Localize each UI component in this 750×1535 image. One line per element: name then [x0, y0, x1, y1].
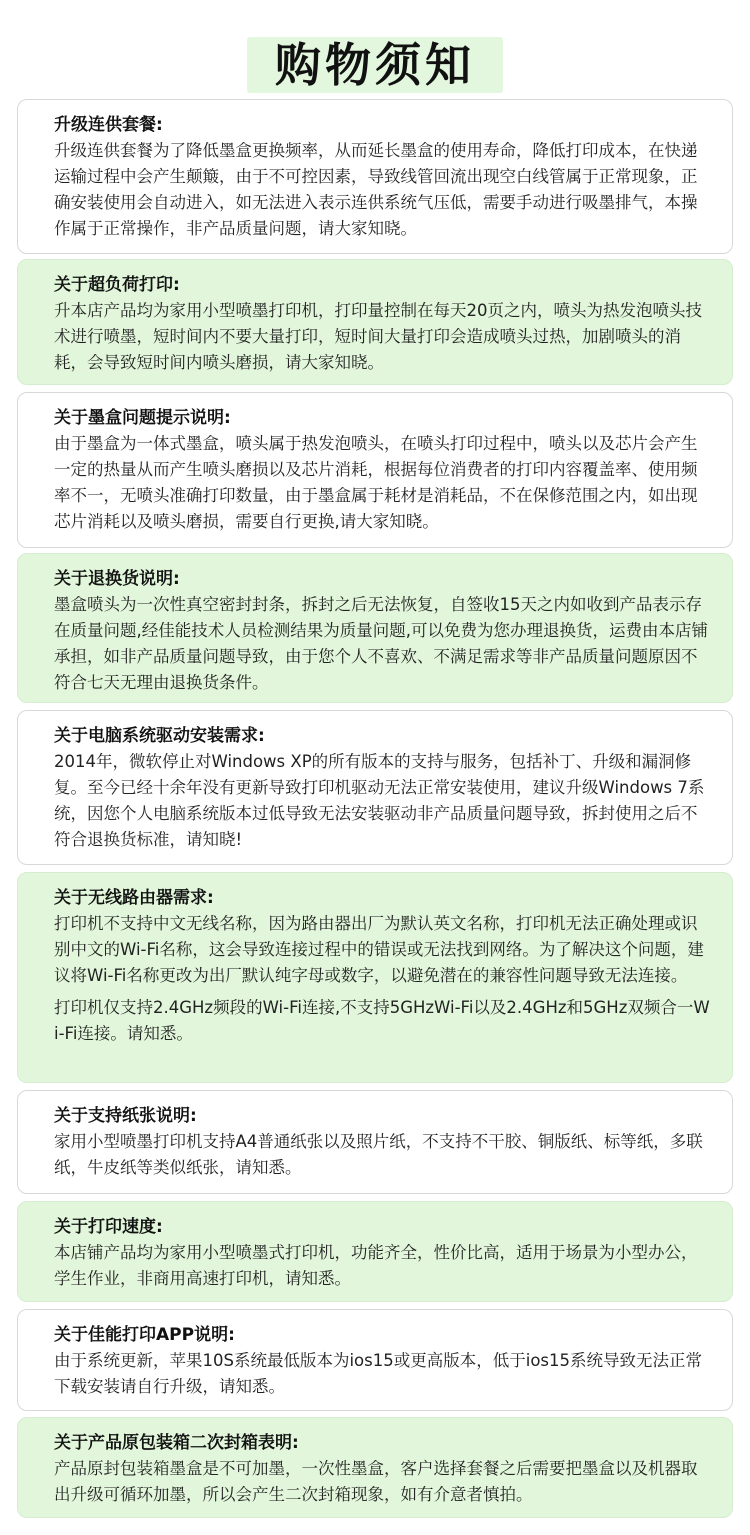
page-title-banner [247, 37, 503, 93]
section-heading: 关于打印速度: [54, 1217, 163, 1237]
section-card-connect-supply [17, 99, 733, 254]
section-body: 2014年，微软停止对Windows XP的所有版本的支持与服务，包括补丁、升级和漏洞修复。至今已经十余年没有更新导致打印机驱动无法正常安装使用，建议升级Windows 7系统，因您个人电脑系统版本过低导致无法安装驱动非产品质量问题导致，拆封使用之后不符合退换货标准，请知晓! [54, 752, 705, 849]
section-heading: 关于无线路由器需求: [54, 888, 214, 908]
section-heading: 关于超负荷打印: [54, 275, 180, 295]
section-heading: 关于墨盒问题提示说明: [54, 408, 231, 428]
section-heading: 关于产品原包装箱二次封箱表明: [54, 1433, 299, 1453]
section-body: 产品原封包装箱墨盒是不可加墨，一次性墨盒，客户选择套餐之后需要把墨盒以及机器取出升级可循环加墨，所以会产生二次封箱现象，如有介意者慎拍。 [54, 1459, 698, 1504]
section-card-print-speed [17, 1201, 733, 1302]
section-body: 本店铺产品均为家用小型喷墨式打印机，功能齐全，性价比高，适用于场景为小型办公，学生作业，非商用高速打印机，请知悉。 [54, 1243, 698, 1288]
section-card-cartridge-notice [17, 392, 733, 548]
section-card-driver-install [17, 710, 733, 865]
section-body: 打印机不支持中文无线名称，因为路由器出厂为默认英文名称，打印机无法正确处理或识别中文的Wi-Fi名称，这会导致连接过程中的错误或无法找到网络。为了解决这个问题，建议将Wi-Fi名称更改为出厂默认纯字母或数字，以避免潜在的兼容性问题导致无法连接。 [54, 914, 704, 985]
section-card-return-policy [17, 553, 733, 703]
section-body: 由于系统更新，苹果10S系统最低版本为ios15或更高版本，低于ios15系统导致无法正常下载安装请自行升级，请知悉。 [54, 1351, 703, 1396]
section-body: 升级连供套餐为了降低墨盒更换频率，从而延长墨盒的使用寿命，降低打印成本，在快递运输过程中会产生颠簸，由于不可控因素，导致线管回流出现空白线管属于正常现象，正确安装使用会自动进入，如无法进入表示连供系统气压低，需要手动进行吸墨排气，本操作属于正常操作，非产品质量问题，请大家知晓。 [54, 141, 698, 238]
section-body: 墨盒喷头为一次性真空密封封条，拆封之后无法恢复，自签收15天之内如收到产品表示存在质量问题,经佳能技术人员检测结果为质量问题,可以免费为您办理退换货，运费由本店铺承担，如非产品质量问题导致，由于您个人不喜欢、不满足需求等非产品质量问题原因不符合七天无理由退换货条件。 [54, 595, 708, 692]
section-heading: 关于退换货说明: [54, 569, 180, 589]
section-heading: 升级连供套餐: [54, 115, 163, 135]
section-heading: 关于电脑系统驱动安装需求: [54, 726, 265, 746]
section-card-print-app [17, 1309, 733, 1411]
section-body: 由于墨盒为一体式墨盒，喷头属于热发泡喷头，在喷头打印过程中，喷头以及芯片会产生一定的热量从而产生喷头磨损以及芯片消耗，根据每位消费者的打印内容覆盖率、使用频率不一，无喷头准确打印数量，由于墨盒属于耗材是消耗品，不在保修范围之内，如出现芯片消耗以及喷头磨损，需要自行更换,请大家知晓。 [54, 434, 698, 531]
section-card-overload-printing [17, 259, 733, 385]
section-card-wireless-router [17, 872, 733, 1083]
section-card-paper-support [17, 1090, 733, 1194]
section-heading: 关于佳能打印APP说明: [54, 1325, 235, 1345]
section-heading: 关于支持纸张说明: [54, 1106, 197, 1126]
section-card-repackaging [17, 1417, 733, 1518]
section-body: 升本店产品均为家用小型喷墨打印机，打印量控制在每天20页之内，喷头为热发泡喷头技术进行喷墨，短时间内不要大量打印，短时间大量打印会造成喷头过热，加剧喷头的消耗，会导致短时间内喷头磨损，请大家知晓。 [54, 301, 702, 372]
page-title: 购物须知 [275, 38, 475, 92]
section-body: 家用小型喷墨打印机支持A4普通纸张以及照片纸，不支持不干胶、铜版纸、标等纸，多联纸，牛皮纸等类似纸张，请知悉。 [54, 1132, 703, 1177]
section-body: 打印机仅支持2.4GHz频段的Wi-Fi连接,不支持5GHzWi-Fi以及2.4GHz和5GHz双频合一Wi-Fi连接。请知悉。 [54, 998, 710, 1043]
